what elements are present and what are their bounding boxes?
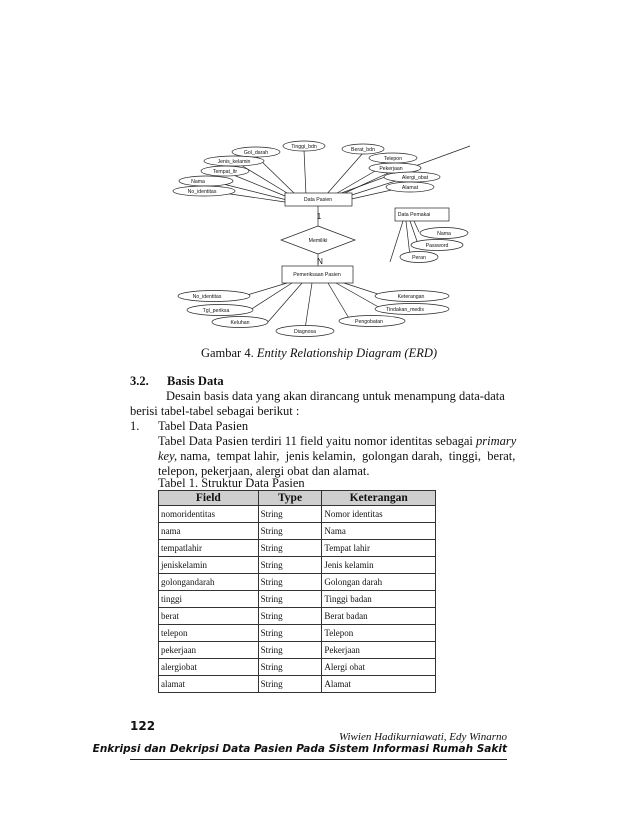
label-no-identitas: No_identitas xyxy=(187,189,217,195)
label-jenis-kelamin: Jenis_kelamin xyxy=(217,159,251,165)
item-title: Tabel Data Pasien xyxy=(158,419,249,433)
cell-type: String xyxy=(258,557,322,574)
cell-type: String xyxy=(258,574,322,591)
table-header-row xyxy=(159,491,436,506)
label-keterangan: Keterangan xyxy=(397,294,425,300)
header-keterangan: Keterangan xyxy=(322,491,436,506)
erd-diagram xyxy=(0,0,638,345)
cell-type: String xyxy=(258,642,322,659)
cell-type: String xyxy=(258,608,322,625)
label-data-pasien: Data Pasien xyxy=(303,197,333,203)
attr-nama xyxy=(179,176,233,186)
footer-journal-title: Enkripsi dan Dekripsi Data Pasien Pada Sistem Informasi Rumah Sakit xyxy=(92,743,507,755)
label-diagnosa: Diagnosa xyxy=(294,329,316,335)
label-pekerjaan: Pekerjaan xyxy=(379,166,403,172)
footer-rule xyxy=(130,759,507,760)
cell-type: String xyxy=(258,540,322,557)
label-alergi-obat: Alergi_obat xyxy=(401,175,429,181)
cell-field: alergiobat xyxy=(159,659,259,676)
label-pemeriksaan-pasien: Pemeriksaan Pasien xyxy=(293,272,341,278)
section-number: 3.2. xyxy=(130,374,149,388)
label-telepon: Telepon xyxy=(383,156,403,162)
paragraph-line-2: berisi tabel-tabel sebagai berikut : xyxy=(130,404,300,418)
cell-keterangan: Alamat xyxy=(322,676,436,693)
header-type: Type xyxy=(258,491,322,506)
cell-keterangan: Nomor identitas xyxy=(322,506,436,523)
cell-field: berat xyxy=(159,608,259,625)
cell-field: pekerjaan xyxy=(159,642,259,659)
item-desc-line-1 xyxy=(158,434,516,450)
label-keluhan: Keluhan xyxy=(230,320,250,326)
label-tempat-ltr: Tempat_ltr xyxy=(212,169,238,175)
cell-keterangan: Tinggi badan xyxy=(322,591,436,608)
footer-authors: Wiwien Hadikurniawati, Edy Winarno xyxy=(338,731,507,743)
cell-keterangan: Jenis kelamin xyxy=(322,557,436,574)
cell-keterangan: Golongan darah xyxy=(322,574,436,591)
cell-field: alamat xyxy=(159,676,259,693)
label-card-n: N xyxy=(317,257,323,266)
label-tinggi-bdn: Tinggi_bdn xyxy=(291,144,317,150)
cell-type: String xyxy=(258,523,322,540)
cell-keterangan: Berat badan xyxy=(322,608,436,625)
figure-caption-title: Entity Relationship Diagram (ERD) xyxy=(256,346,438,360)
table-row xyxy=(159,659,436,676)
cell-field: golongandarah xyxy=(159,574,259,591)
table-row xyxy=(159,574,436,591)
item-number: 1. xyxy=(130,419,140,433)
cell-field: tinggi xyxy=(159,591,259,608)
figure-caption xyxy=(0,346,638,361)
item-desc-2-italic: key, xyxy=(158,449,178,463)
table-row xyxy=(159,642,436,659)
table-row xyxy=(159,591,436,608)
table-row xyxy=(159,608,436,625)
item-desc-line-2 xyxy=(158,449,515,465)
cell-field: jeniskelamin xyxy=(159,557,259,574)
label-nama: Nama xyxy=(191,179,205,185)
cell-field: nomoridentitas xyxy=(159,506,259,523)
item-desc-2-text: nama, tempat lahir, jenis kelamin, golongan darah, tinggi, berat, xyxy=(177,449,516,463)
cell-field: telepon xyxy=(159,625,259,642)
section-title: Basis Data xyxy=(167,374,224,388)
page-number: 122 xyxy=(130,719,156,733)
cell-type: String xyxy=(258,659,322,676)
table-row xyxy=(159,506,436,523)
header-field: Field xyxy=(159,491,259,506)
data-table xyxy=(158,490,436,693)
cell-keterangan: Nama xyxy=(322,523,436,540)
cell-keterangan: Alergi obat xyxy=(322,659,436,676)
label-tindakan-medis: Tindakan_medis xyxy=(386,307,424,313)
label-pemakai-peran: Peran xyxy=(412,255,426,261)
cell-type: String xyxy=(258,625,322,642)
label-berat-bdn: Berat_bdn xyxy=(351,147,375,153)
table-row xyxy=(159,557,436,574)
label-memiliki: Memiliki xyxy=(308,238,328,244)
cell-keterangan: Telepon xyxy=(322,625,436,642)
label-data-pemakai: Data Pemakai xyxy=(397,212,431,218)
item-desc-1-italic: primary xyxy=(476,434,517,448)
table-row xyxy=(159,676,436,693)
label-pengobatan: Pengobatan xyxy=(355,319,383,325)
cell-field: nama xyxy=(159,523,259,540)
item-desc-1-text: Tabel Data Pasien terdiri 11 field yaitu nomor identitas sebagai xyxy=(158,434,477,448)
paragraph-line-1: Desain basis data yang akan dirancang untuk menampung data-data xyxy=(166,389,505,403)
cell-type: String xyxy=(258,591,322,608)
label-pemakai-password: Password xyxy=(425,243,449,249)
table-row xyxy=(159,540,436,557)
label-pemakai-nama: Nama xyxy=(437,231,451,237)
cell-type: String xyxy=(258,506,322,523)
cell-keterangan: Pekerjaan xyxy=(322,642,436,659)
label-tgl-periksa: Tgl_periksa xyxy=(202,308,230,314)
cell-keterangan: Tempat lahir xyxy=(322,540,436,557)
cell-field: tempatlahir xyxy=(159,540,259,557)
label-no-identitas-2: No_identitas xyxy=(192,294,222,300)
table-row xyxy=(159,625,436,642)
label-alamat: Alamat xyxy=(401,185,419,191)
item-desc-line-3: telepon, pekerjaan, alergi obat dan alamat. xyxy=(158,464,370,478)
table-caption: Tabel 1. Struktur Data Pasien xyxy=(158,476,305,490)
figure-caption-prefix: Gambar 4. xyxy=(200,346,257,360)
label-gol-darah: Gol_darah xyxy=(243,150,269,156)
cell-type: String xyxy=(258,676,322,693)
label-card-1: 1 xyxy=(316,212,322,221)
table-row xyxy=(159,523,436,540)
